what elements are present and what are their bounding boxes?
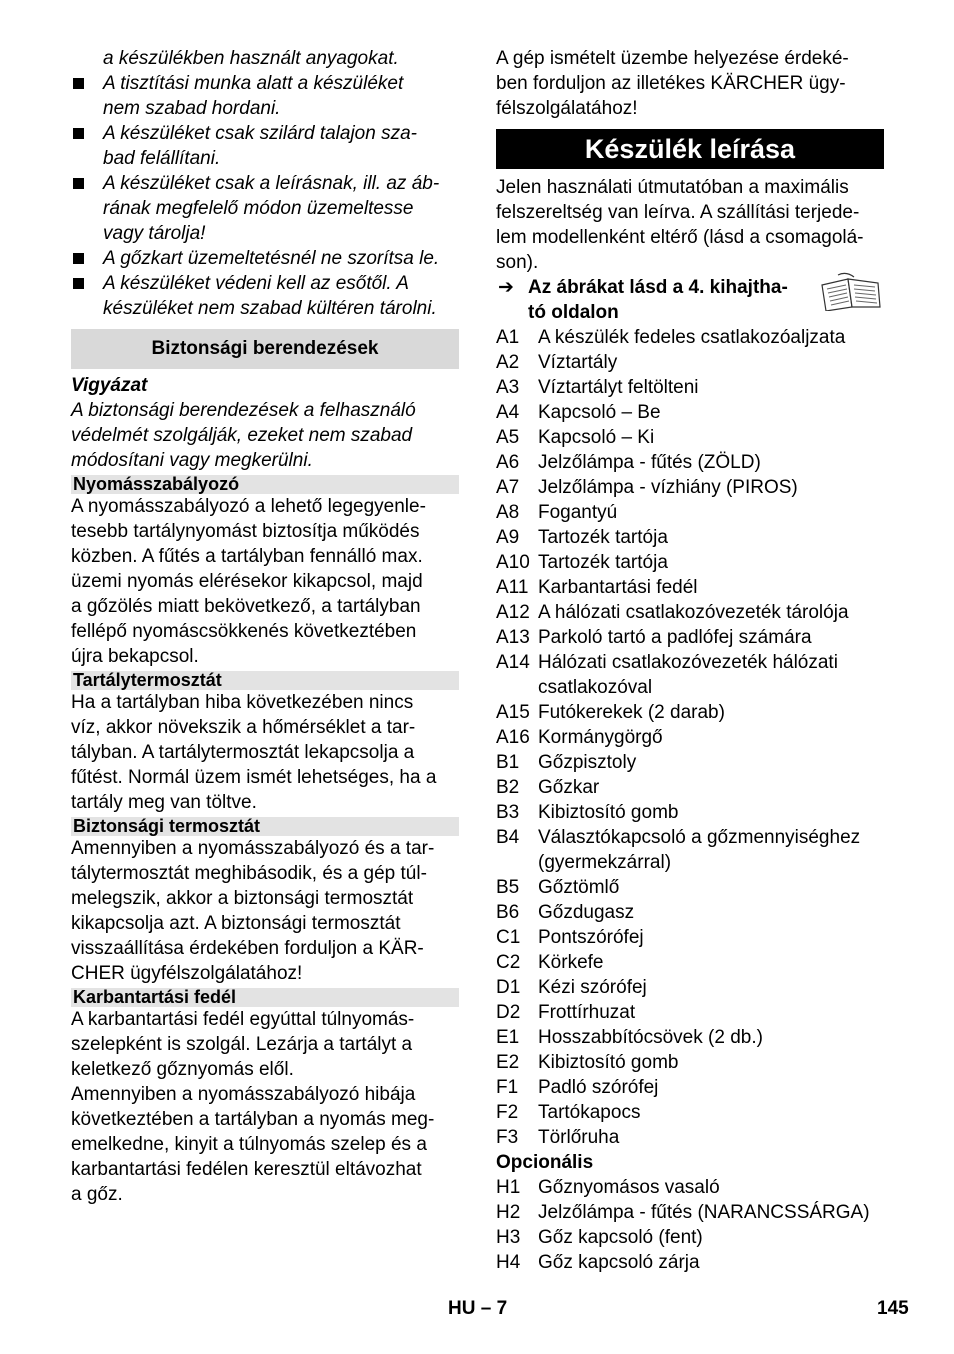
item-label: Gőztömlő: [538, 877, 620, 898]
item-code: B4: [496, 827, 520, 848]
bullet-item: [71, 121, 459, 171]
caution-line: módosítani vagy megkerülni.: [71, 450, 313, 471]
item-label: Gőzkar: [538, 777, 600, 798]
subsection-line: közben. A fűtés a tartályban fennálló max.: [71, 546, 423, 567]
figure-reference-note: [496, 275, 884, 325]
subsection-line: víz, akkor növekszik a hőmérséklet a tar-: [71, 717, 416, 738]
item-code: A16: [496, 727, 530, 748]
item-label: Parkoló tartó a padlófej számára: [538, 627, 812, 648]
item-code: A6: [496, 452, 520, 473]
bullet-line: készüléket nem szabad kültéren tárolni.: [103, 298, 437, 319]
list-item: [496, 1050, 884, 1075]
item-label: Kapcsoló – Ki: [538, 427, 655, 448]
item-label: Futókerekek (2 darab): [538, 702, 725, 723]
subsection-line: visszaállítása érdekében forduljon a KÄR-: [71, 938, 424, 959]
subsection-line: A nyomásszabályozó a lehető legegyenle-: [71, 496, 426, 517]
subsection-line: szelepként is szolgál. Lezárja a tartályt a: [71, 1034, 413, 1055]
item-label: Tartozék tartója: [538, 552, 668, 573]
item-code: B6: [496, 902, 520, 923]
subsection-line: a gőzölés miatt bekövetkező, a tartályban: [71, 596, 421, 617]
item-label: Frottírhuzat: [538, 1002, 636, 1023]
item-label: Hosszabbítócsövek (2 db.): [538, 1027, 763, 1048]
item-code: A1: [496, 327, 520, 348]
bullet-line: A gőzkart üzemeltetésnél ne szorítsa le.: [103, 248, 440, 269]
item-code: C2: [496, 952, 521, 973]
item-code: A5: [496, 427, 520, 448]
list-item: [496, 600, 884, 625]
item-label: Pontszórófej: [538, 927, 644, 948]
caution-label: Vigyázat: [71, 375, 148, 396]
item-label: Hálózati csatlakozóvezeték hálózati: [538, 652, 838, 673]
item-label: Körkefe: [538, 952, 604, 973]
list-item: [496, 500, 884, 525]
item-label: Tartókapocs: [538, 1102, 641, 1123]
subsection-line: fűtést. Normál üzem ismét lehetséges, ha a: [71, 767, 437, 788]
intro-line: a készülékben használt anyagokat.: [103, 48, 399, 69]
list-item: [496, 975, 884, 1000]
bullet-line: nem szabad hordani.: [103, 98, 281, 119]
item-label: Gőz kapcsoló (fent): [538, 1227, 703, 1248]
subsection-line: fellépő nyomáscsökkenés következtében: [71, 621, 417, 642]
intro-line: félszolgálatához!: [496, 98, 638, 119]
item-code: A9: [496, 527, 520, 548]
item-code: A4: [496, 402, 520, 423]
list-item: [496, 575, 884, 600]
subsection-line: Ha a tartályban hiba következében nincs: [71, 692, 414, 713]
item-label: Gőzdugasz: [538, 902, 635, 923]
list-item: [496, 700, 884, 725]
subsection-line: kikapcsolja azt. A biztonsági termosztát: [71, 913, 401, 934]
open-book-icon: [818, 271, 884, 311]
list-item: [496, 775, 884, 800]
subsection-title: Nyomásszabályozó: [71, 475, 459, 494]
list-item: [496, 1025, 884, 1050]
footer-section-label: HU – 7: [448, 1298, 508, 1319]
item-code: H4: [496, 1252, 521, 1273]
intro-line: ben forduljon az illetékes KÄRCHER ügy-: [496, 73, 846, 94]
item-label: Jelzőlámpa - fűtés (ZÖLD): [538, 452, 761, 473]
list-item: [496, 650, 884, 700]
note-line: Az ábrákat lásd a 4. kihajtha-: [528, 277, 788, 298]
subsection-line: tálytermosztát meghibásodik, és a gép túl-: [71, 863, 427, 884]
arrow-right-icon: ➔: [498, 277, 514, 298]
list-item: [496, 1000, 884, 1025]
page-number: 145: [877, 1298, 909, 1319]
item-code: A8: [496, 502, 520, 523]
section-title: Biztonsági berendezések: [71, 329, 459, 369]
subsection-line: karbantartási fedélen keresztül eltávozhat: [71, 1159, 422, 1180]
list-item: [496, 950, 884, 975]
item-label: Kézi szórófej: [538, 977, 647, 998]
subsection-line: tartály meg van töltve.: [71, 792, 257, 813]
subsection-line: emelkedne, kinyit a túlnyomás szelep és a: [71, 1134, 427, 1155]
square-bullet-icon: [73, 253, 84, 264]
item-label: Gőznyomásos vasaló: [538, 1177, 720, 1198]
bullet-line: vagy tárolja!: [103, 223, 206, 244]
item-code: D2: [496, 1002, 521, 1023]
list-item: [496, 1075, 884, 1100]
item-code: F3: [496, 1127, 519, 1148]
item-label: Kibiztosító gomb: [538, 802, 679, 823]
list-item: [496, 1200, 884, 1225]
subsection-line: Amennyiben a nyomásszabályozó és a tar-: [71, 838, 435, 859]
item-label: Gőzpisztoly: [538, 752, 637, 773]
list-item: [496, 925, 884, 950]
bullet-item: [71, 71, 459, 121]
list-item: [496, 1175, 884, 1200]
subsection-title: Biztonsági termosztát: [71, 817, 459, 836]
item-code: B5: [496, 877, 520, 898]
intro-line: A gép ismételt üzembe helyezése érdeké-: [496, 48, 849, 69]
list-item: [496, 325, 884, 350]
item-label: Víztartályt feltölteni: [538, 377, 699, 398]
item-code: A7: [496, 477, 520, 498]
item-code: A13: [496, 627, 530, 648]
section-heading: Készülék leírása: [496, 129, 884, 169]
subsection-line: a gőz.: [71, 1184, 123, 1205]
list-item: [496, 1225, 884, 1250]
item-label: csatlakozóval: [538, 677, 653, 698]
item-label: Padló szórófej: [538, 1077, 659, 1098]
item-code: F1: [496, 1077, 519, 1098]
list-item: [496, 425, 884, 450]
subsection-title: Tartálytermosztát: [71, 671, 459, 690]
item-code: E2: [496, 1052, 520, 1073]
list-item: [496, 825, 884, 875]
item-code: A3: [496, 377, 520, 398]
item-label: Karbantartási fedél: [538, 577, 698, 598]
list-item: [496, 1100, 884, 1125]
description-line: lem modellenként eltérő (lásd a csomagolá-: [496, 227, 864, 248]
subsection-line: A karbantartási fedél egyúttal túlnyomás-: [71, 1009, 415, 1030]
item-label: Tartozék tartója: [538, 527, 668, 548]
bullet-item: [71, 271, 459, 321]
item-label: Jelzőlámpa - fűtés (NARANCSSÁRGA): [538, 1202, 870, 1223]
item-label: Törlőruha: [538, 1127, 620, 1148]
subsection-line: újra bekapcsol.: [71, 646, 199, 667]
subsection-line: CHER ügyfélszolgálatához!: [71, 963, 303, 984]
caution-line: védelmét szolgálják, ezeket nem szabad: [71, 425, 413, 446]
caution-line: A biztonsági berendezések a felhasználó: [71, 400, 416, 421]
bullet-item: [71, 171, 459, 246]
bullet-item: [71, 246, 459, 271]
list-item: [496, 875, 884, 900]
bullet-line: rának megfelelő módon üzemeltesse: [103, 198, 414, 219]
list-item: [496, 625, 884, 650]
item-code: F2: [496, 1102, 519, 1123]
item-label: Kibiztosító gomb: [538, 1052, 679, 1073]
item-label: Gőz kapcsoló zárja: [538, 1252, 700, 1273]
bullet-line: bad felállítani.: [103, 148, 221, 169]
item-code: A15: [496, 702, 530, 723]
subsection-line: üzemi nyomás elérésekor kikapcsol, majd: [71, 571, 423, 592]
description-line: Jelen használati útmutatóban a maximális: [496, 177, 849, 198]
item-code: E1: [496, 1027, 520, 1048]
item-code: B2: [496, 777, 520, 798]
item-code: A12: [496, 602, 530, 623]
item-code: H2: [496, 1202, 521, 1223]
list-item: [496, 375, 884, 400]
bullet-line: A tisztítási munka alatt a készüléket: [103, 73, 404, 94]
item-label: Választókapcsoló a gőzmennyiséghez: [538, 827, 861, 848]
list-item: [496, 800, 884, 825]
list-item: [496, 900, 884, 925]
list-item: [496, 725, 884, 750]
square-bullet-icon: [73, 278, 84, 289]
list-item: [496, 750, 884, 775]
item-code: A10: [496, 552, 530, 573]
list-item: [496, 550, 884, 575]
subsection-line: melegszik, akkor a biztonsági termosztát: [71, 888, 414, 909]
bullet-line: A készüléket csak a leírásnak, ill. az áb-: [103, 173, 440, 194]
list-item: [496, 525, 884, 550]
list-item: [496, 400, 884, 425]
subsection-line: tesebb tartálynyomást biztosítja működés: [71, 521, 420, 542]
bullet-line: A készüléket védeni kell az esőtől. A: [103, 273, 409, 294]
list-item: [496, 1250, 884, 1275]
subsection-line: keletkező gőznyomás elől.: [71, 1059, 294, 1080]
item-code: H3: [496, 1227, 521, 1248]
note-line: tó oldalon: [528, 302, 619, 323]
item-label: Fogantyú: [538, 502, 618, 523]
list-item: [496, 450, 884, 475]
item-label: Kapcsoló – Be: [538, 402, 661, 423]
item-code: H1: [496, 1177, 521, 1198]
item-label: Víztartály: [538, 352, 618, 373]
list-item: [496, 1125, 884, 1150]
item-label: A készülék fedeles csatlakozóaljzata: [538, 327, 846, 348]
right-column: [496, 46, 884, 1275]
subsection-line: tályban. A tartálytermosztát lekapcsolja a: [71, 742, 415, 763]
description-line: son).: [496, 252, 539, 273]
subsection-line: következtében a tartályban a nyomás meg-: [71, 1109, 435, 1130]
description-line: felszereltség van leírva. A szállítási terjede-: [496, 202, 860, 223]
square-bullet-icon: [73, 178, 84, 189]
list-item: [496, 350, 884, 375]
left-column: [71, 46, 459, 1207]
square-bullet-icon: [73, 78, 84, 89]
subsection-title: Karbantartási fedél: [71, 988, 459, 1007]
list-item: [496, 475, 884, 500]
item-code: D1: [496, 977, 521, 998]
bullet-line: A készüléket csak szilárd talajon sza-: [103, 123, 417, 144]
item-code: A14: [496, 652, 530, 673]
subsection-line: Amennyiben a nyomásszabályozó hibája: [71, 1084, 416, 1105]
item-code: B3: [496, 802, 520, 823]
item-code: A2: [496, 352, 520, 373]
item-label: A hálózati csatlakozóvezeték tárolója: [538, 602, 849, 623]
item-code: A11: [496, 577, 529, 598]
item-label: (gyermekzárral): [538, 852, 672, 873]
item-code: C1: [496, 927, 521, 948]
item-label: Kormánygörgő: [538, 727, 663, 748]
item-code: B1: [496, 752, 520, 773]
optional-label: Opcionális: [496, 1152, 594, 1173]
item-label: Jelzőlámpa - vízhiány (PIROS): [538, 477, 798, 498]
square-bullet-icon: [73, 128, 84, 139]
